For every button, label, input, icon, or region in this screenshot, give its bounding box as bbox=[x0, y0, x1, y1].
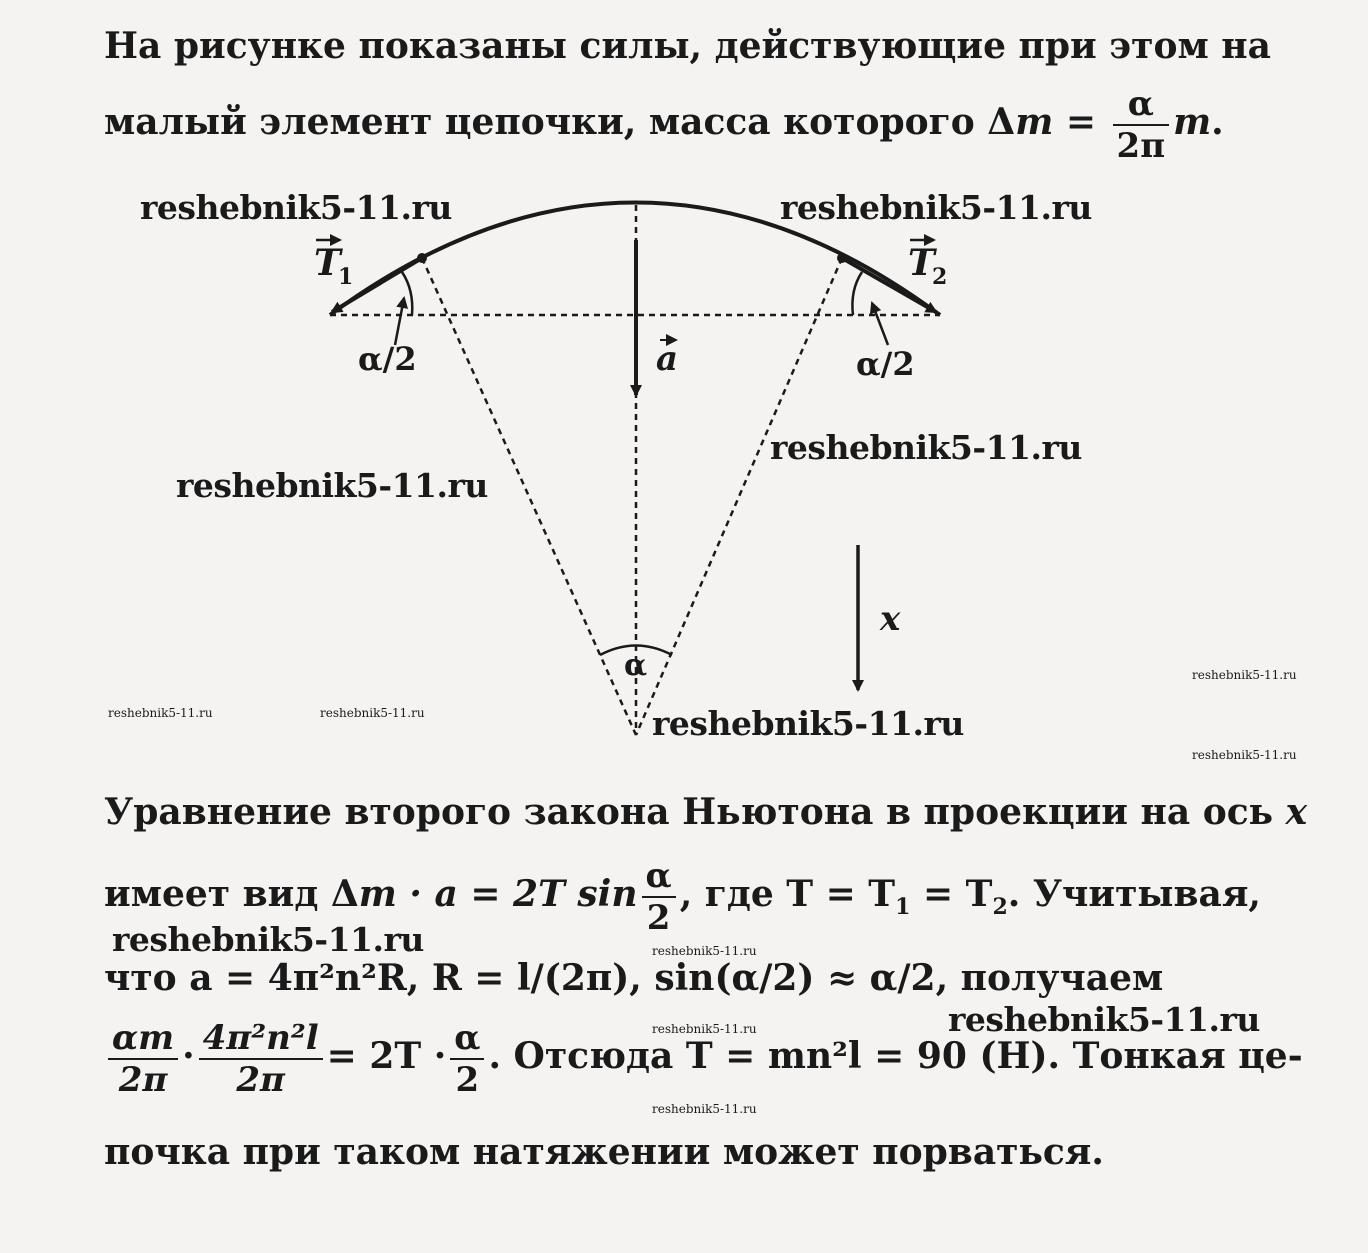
watermark-small: reshebnik5-11.ru bbox=[652, 944, 757, 958]
line6-mid: = 2T · bbox=[326, 1035, 447, 1077]
line4-c: , где T = T bbox=[679, 873, 896, 915]
watermark-small: reshebnik5-11.ru bbox=[652, 1022, 757, 1036]
fraction-alpha-2 bbox=[642, 856, 676, 938]
text-line-6 bbox=[104, 1018, 1303, 1100]
fraction-denominator: 2 bbox=[455, 1060, 480, 1100]
label-half-angle-right: α/2 bbox=[856, 345, 915, 383]
label-T2: T bbox=[908, 242, 935, 284]
text-line-3 bbox=[104, 790, 1308, 834]
line1-text: На рисунке показаны силы, действующие при этом на bbox=[104, 25, 1271, 67]
fraction-numerator: α bbox=[1113, 84, 1170, 126]
line6-end: . Отсюда T = mn²l = 90 (Н). Тонкая це- bbox=[488, 1035, 1303, 1077]
watermark-small: reshebnik5-11.ru bbox=[1192, 668, 1297, 682]
watermark: reshebnik5-11.ru bbox=[770, 428, 1082, 467]
line2-end: . bbox=[1211, 101, 1224, 143]
fraction-numerator: α bbox=[450, 1018, 484, 1060]
line4-b: m · a = 2T sin bbox=[358, 873, 638, 915]
watermark: reshebnik5-11.ru bbox=[140, 188, 452, 227]
line4-a: имеет вид Δ bbox=[104, 873, 359, 915]
angle-arc-right bbox=[852, 272, 862, 315]
line4-d: = T bbox=[910, 873, 993, 915]
fraction-denominator: 2 bbox=[646, 898, 671, 938]
radial-dashed-right bbox=[636, 258, 842, 735]
line4-sub2: 2 bbox=[992, 894, 1008, 921]
line2-m2: m bbox=[1173, 101, 1212, 143]
watermark: reshebnik5-11.ru bbox=[780, 188, 1092, 227]
label-T1: T bbox=[314, 242, 341, 284]
watermark-small: reshebnik5-11.ru bbox=[1192, 748, 1297, 762]
fraction-numerator: 4π²n²l bbox=[199, 1018, 323, 1060]
line7-text: почка при таком натяжении может порваться. bbox=[104, 1131, 1104, 1173]
line6-dot: · bbox=[182, 1035, 195, 1077]
fraction-denominator: 2π bbox=[118, 1060, 168, 1100]
line2-eq: = bbox=[1053, 101, 1109, 143]
angle-arc-left bbox=[402, 272, 412, 315]
fraction-am-2pi bbox=[108, 1018, 178, 1100]
fraction-4pi2n2l-2pi bbox=[199, 1018, 323, 1100]
fraction-numerator: αm bbox=[108, 1018, 178, 1060]
watermark-small: reshebnik5-11.ru bbox=[108, 706, 213, 720]
label-a: a bbox=[656, 339, 679, 379]
watermark-small: reshebnik5-11.ru bbox=[320, 706, 425, 720]
line2-prefix: малый элемент цепочки, масса которого Δ bbox=[104, 101, 1016, 143]
fraction-denominator: 2π bbox=[236, 1060, 285, 1100]
text-line-4 bbox=[104, 856, 1272, 938]
line2-m: m bbox=[1015, 101, 1054, 143]
line3-x: x bbox=[1285, 791, 1308, 833]
text-line-5 bbox=[104, 956, 1272, 1000]
line4-e: . Учитывая, bbox=[1007, 873, 1261, 915]
line4-sub1: 1 bbox=[895, 894, 911, 921]
line5-text: что a = 4π²n²R, R = l/(2π), sin(α/2) ≈ α/2, получаем bbox=[104, 957, 1164, 999]
line3-text: Уравнение второго закона Ньютона в проекции на ось bbox=[104, 791, 1274, 833]
angle-pointer-left bbox=[395, 298, 404, 345]
text-line-7 bbox=[104, 1130, 1272, 1174]
label-T2-sub: 2 bbox=[932, 264, 948, 290]
fraction-numerator: α bbox=[642, 856, 676, 898]
label-T1-sub: 1 bbox=[338, 264, 354, 290]
watermark: reshebnik5-11.ru bbox=[948, 1000, 1260, 1039]
label-alpha: α bbox=[624, 648, 648, 683]
label-x: x bbox=[880, 599, 901, 639]
fraction-alpha-2-b bbox=[450, 1018, 484, 1100]
angle-pointer-right bbox=[872, 303, 888, 345]
watermark: reshebnik5-11.ru bbox=[176, 466, 488, 505]
watermark-small: reshebnik5-11.ru bbox=[652, 1102, 757, 1116]
fraction-denominator: 2π bbox=[1116, 126, 1166, 166]
label-half-angle-left: α/2 bbox=[358, 340, 417, 378]
watermark: reshebnik5-11.ru bbox=[112, 920, 424, 959]
watermark: reshebnik5-11.ru bbox=[652, 704, 964, 743]
